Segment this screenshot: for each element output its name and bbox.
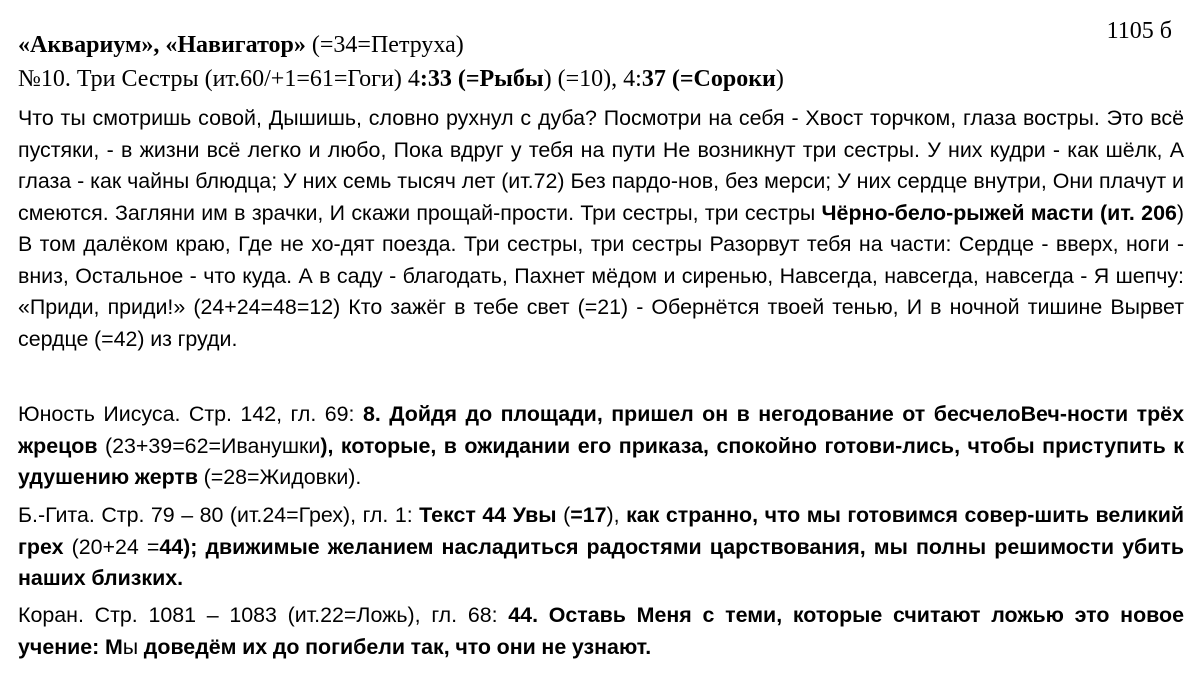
lyrics-highlight: Чёрно-бело-рыжей масти (ит. 206 xyxy=(821,200,1177,225)
document-title xyxy=(18,32,464,59)
page-number: 1105 б xyxy=(1106,18,1172,44)
source-reference: Б.-Гита. Стр. 79 – 80 (ит.24=Грех), гл. 1: xyxy=(18,503,420,527)
quran-quote-paragraph: Коран. Стр. 1081 – 1083 (ит.22=Ложь), гл. 68: 44. Оставь Меня с теми, которые считают ложью это новое учение: Мы доведём их до погибели так, что они не узнают. xyxy=(18,603,1184,659)
source-reference: Юность Иисуса. Стр. 142, гл. 69: xyxy=(18,402,363,426)
jesus-quote-paragraph: Юность Иисуса. Стр. 142, гл. 69: 8. Дойдя до площади, пришел он в негодование от бесчелоВеч-ности трёх жрецов (23+39=62=Иванушки), которые, в ожидании его приказа, спокойно готови-лись, чтобы приступить к удушению жертв (=28=Жидовки). xyxy=(18,402,1184,489)
title-note: (=34=Петруха) xyxy=(305,32,464,58)
title-bold: «Аквариум», «Навигатор» xyxy=(18,32,306,58)
song-heading: №10. Три Сестры (ит.60/+1=61=Гоги) 4:33 (=Рыбы) (=10), 4:37 (=Сороки) xyxy=(18,66,784,92)
lyrics-paragraph: Что ты смотришь совой, Дышишь, словно рухнул с дуба? Посмотри на себя - Хвост торчком, глаза востры. Это всё пустяки, - в жизни всё легко и любо, Пока вдруг у тебя на пути Не возникнут три сестры. У них кудри - как шёлк, А глаза - как чайны блюдца; У них семь тысяч лет (ит.72) Без пардо-нов, без мерси; У них сердце внутри, Они плачут и смеются. Загляни им в зрачки, И скажи прощай-прости. Три сестры, три сестры Чёрно-бело-рыжей масти (ит. 206) В том далёком краю, Где не хо-дят поезда. Три сестры, три сестры Разорвут тебя на части: Сердце - вверх, ноги - вниз, Остальное - что куда. А в саду - благодать, Пахнет мёдом и сиренью, Навсегда, навсегда, навсегда - Я шепчу: «Приди, приди!» (24+24=48=12) Кто зажёг в тебе свет (=21) - Обернётся твоей тенью, И в ночной тишине Вырвет сердце (=42) из груди. xyxy=(18,106,1184,351)
gita-quote-paragraph: Б.-Гита. Стр. 79 – 80 (ит.24=Грех), гл. 1: Текст 44 Увы (=17), как странно, что мы готовимся совер-шить великий грех (20+24 =44); движимые желанием насладиться радостями царствования, мы полны решимости убить наших близких. xyxy=(18,503,1184,590)
source-reference: Коран. Стр. 1081 – 1083 (ит.22=Ложь), гл. 68: xyxy=(18,603,509,627)
